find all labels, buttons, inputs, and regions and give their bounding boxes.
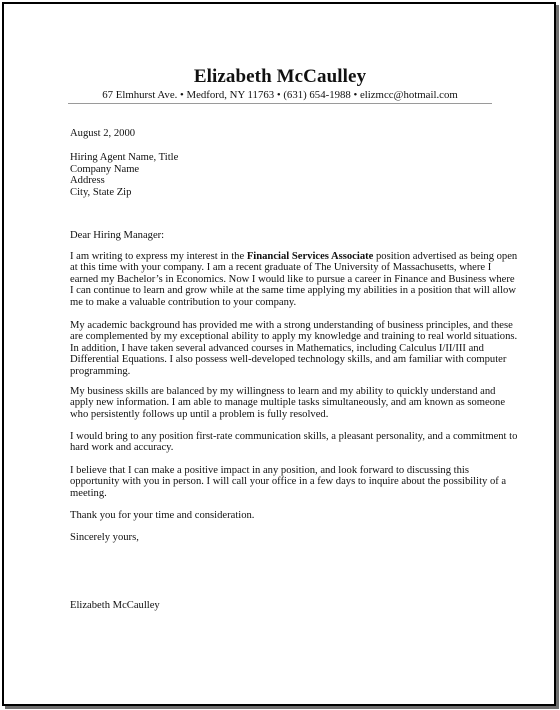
recipient-line: City, State Zip <box>70 186 132 198</box>
sender-contact-line: 67 Elmhurst Ave. • Medford, NY 11763 • (631) 654-1988 • elizmcc@hotmail.com <box>102 89 458 101</box>
salutation: Dear Hiring Manager: <box>70 230 165 241</box>
recipient-line: Address <box>70 175 105 186</box>
paragraph-line: meeting. <box>70 487 107 499</box>
paragraph-4 <box>70 431 518 454</box>
paragraph-line: I would bring to any position first-rate communication skills, a pleasant personality, and a commitment to <box>70 431 518 442</box>
paragraph-line: opportunity with you in person. I will call your office in a few days to inquire about the possibility of a <box>70 476 507 488</box>
paragraph-line: hard work and accuracy. <box>70 442 174 454</box>
paragraph-line: programming. <box>70 365 131 377</box>
paragraph-2 <box>70 320 518 377</box>
paragraph-5 <box>70 465 507 499</box>
text-run: I am writing to express my interest in the <box>70 251 247 262</box>
paragraph-line <box>70 251 518 262</box>
recipient-line: Hiring Agent Name, Title <box>70 152 179 163</box>
closing: Sincerely yours, <box>70 532 139 543</box>
paragraph-line: I can continue to learn and grow while at the same time applying my abilities in a position that will allow <box>70 285 517 297</box>
recipient-line: Company Name <box>70 163 140 175</box>
paragraph-line: apply new information. I am able to manage multiple tasks simultaneously, and am known as someone <box>70 397 506 409</box>
signature-name: Elizabeth McCaulley <box>70 600 160 611</box>
header-divider <box>68 103 492 104</box>
text-run: position advertised as being open <box>373 251 518 262</box>
paragraph-line: are complemented by my exceptional ability to apply my knowledge and training to real world situations. <box>70 331 518 343</box>
thank-you-line: Thank you for your time and consideration. <box>70 510 255 521</box>
paragraph-line: me to make a valuable contribution to your company. <box>70 296 297 308</box>
paragraph-line: Differential Equations. I also possess well-developed technology skills, and am familiar with computer <box>70 354 507 366</box>
paragraph-line: at this time with your company. I am a recent graduate of The University of Massachusetts, where I <box>70 262 492 274</box>
sender-name: Elizabeth McCaulley <box>193 66 367 87</box>
paragraph-1 <box>70 251 518 308</box>
letter-date: August 2, 2000 <box>70 128 136 139</box>
job-title-bold: Financial Services Associate <box>246 251 374 262</box>
paragraph-line: My academic background has provided me with a strong understanding of business principles, and these <box>70 320 513 331</box>
paragraph-line: In addition, I have taken several advanced courses in Mathematics, including Calculus I/II/III and <box>70 342 484 354</box>
paragraph-line: earned my Bachelor’s in Economics. Now I would like to pursue a career in Finance and Business where <box>70 273 515 285</box>
paragraph-3 <box>70 386 506 420</box>
paragraph-line: My business skills are balanced by my willingness to learn and my ability to quickly understand and <box>70 386 496 397</box>
paragraph-line: I believe that I can make a positive impact in any position, and look forward to discussing this <box>70 465 469 476</box>
paragraph-line: who persistently follows up until a problem is fully resolved. <box>70 408 329 420</box>
